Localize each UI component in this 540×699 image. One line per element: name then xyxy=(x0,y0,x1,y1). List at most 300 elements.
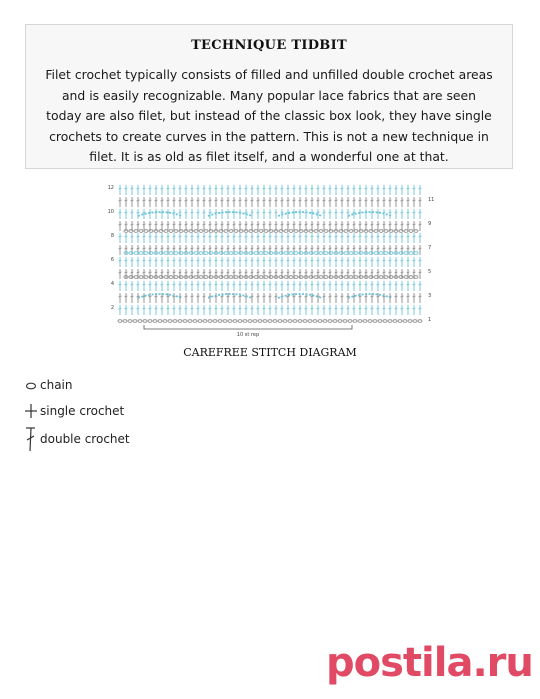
dc-crossbar-mark xyxy=(149,200,152,201)
dc-crossbar-mark xyxy=(125,236,128,237)
dc-crossbar-mark xyxy=(245,236,248,237)
dc-crossbar-mark xyxy=(185,236,188,237)
chain-loop-mark xyxy=(284,230,288,233)
dc-crossbar-mark xyxy=(263,200,266,201)
dc-crossbar-mark xyxy=(401,212,404,213)
dc-crossbar-mark xyxy=(251,308,254,309)
dc-crossbar-mark xyxy=(407,284,410,285)
dc-crossbar-mark xyxy=(173,224,176,225)
foundation-chain-mark xyxy=(273,320,277,323)
chain-loop-mark xyxy=(414,252,418,255)
dc-crossbar-mark xyxy=(281,308,284,309)
dc-crossbar-mark xyxy=(191,236,194,237)
dc-crossbar-mark xyxy=(257,248,260,249)
dc-crossbar-mark xyxy=(311,224,314,225)
chain-loop-mark xyxy=(139,276,143,279)
dc-crossbar-mark xyxy=(269,224,272,225)
dc-crossbar-mark xyxy=(389,248,392,249)
dc-crossbar-mark xyxy=(299,248,302,249)
dc-crossbar-mark xyxy=(275,200,278,201)
chain-loop-mark xyxy=(344,252,348,255)
dc-crossbar-mark xyxy=(239,248,242,249)
dc-crossbar-mark xyxy=(143,248,146,249)
dc-crossbar-mark xyxy=(389,308,392,309)
dc-crossbar-mark xyxy=(209,188,212,189)
dc-crossbar-mark xyxy=(239,296,242,297)
dc-crossbar-mark xyxy=(365,248,368,249)
foundation-chain-mark xyxy=(138,320,142,323)
dc-crossbar-mark xyxy=(119,260,122,261)
chain-loop-mark xyxy=(319,276,323,279)
dc-crossbar-mark xyxy=(371,248,374,249)
dc-crossbar-mark xyxy=(347,236,350,237)
dc-crossbar-mark xyxy=(395,200,398,201)
dc-crossbar-mark xyxy=(383,236,386,237)
dc-crossbar-mark xyxy=(371,296,374,297)
dc-crossbar-mark xyxy=(401,308,404,309)
foundation-chain-mark xyxy=(198,320,202,323)
dc-crossbar-mark xyxy=(179,236,182,237)
dc-crossbar-mark xyxy=(227,308,230,309)
dc-crossbar-mark xyxy=(419,260,422,261)
dc-crossbar-mark xyxy=(257,200,260,201)
dc-crossbar-mark xyxy=(179,260,182,261)
dc-crossbar-mark xyxy=(383,308,386,309)
dc-crossbar-mark xyxy=(371,224,374,225)
dc-crossbar-mark xyxy=(215,284,218,285)
foundation-chain-mark xyxy=(188,320,192,323)
dc-crossbar-mark xyxy=(275,188,278,189)
dc-crossbar-mark xyxy=(359,248,362,249)
dc-crossbar-mark xyxy=(371,284,374,285)
chain-loop-mark xyxy=(374,252,378,255)
dc-crossbar-mark xyxy=(365,188,368,189)
chain-loop-mark xyxy=(289,252,293,255)
dc-crossbar-mark xyxy=(143,260,146,261)
dc-crossbar-mark xyxy=(305,236,308,237)
foundation-chain-mark xyxy=(388,320,392,323)
foundation-chain-mark xyxy=(228,320,232,323)
chain-loop-mark xyxy=(264,276,268,279)
dc-crossbar-mark xyxy=(137,200,140,201)
dc-crossbar-mark xyxy=(269,248,272,249)
dc-crossbar-mark xyxy=(119,224,122,225)
dc-crossbar-mark xyxy=(257,224,260,225)
dc-crossbar-mark xyxy=(137,188,140,189)
dc-crossbar-mark xyxy=(245,212,248,213)
chain-loop-mark xyxy=(374,230,378,233)
dc-crossbar-mark xyxy=(335,260,338,261)
dc-crossbar-mark xyxy=(299,188,302,189)
dc-crossbar-mark xyxy=(251,224,254,225)
dc-crossbar-mark xyxy=(353,212,356,213)
chain-loop-mark xyxy=(224,230,228,233)
dc-crossbar-mark xyxy=(353,188,356,189)
chain-loop-mark xyxy=(384,252,388,255)
chain-loop-mark xyxy=(144,276,148,279)
foundation-chain-mark xyxy=(298,320,302,323)
foundation-chain-mark xyxy=(383,320,387,323)
foundation-chain-mark xyxy=(143,320,147,323)
dc-crossbar-mark xyxy=(131,260,134,261)
dc-crossbar-mark xyxy=(347,260,350,261)
dc-crossbar-mark xyxy=(239,284,242,285)
chain-loop-mark xyxy=(254,252,258,255)
chain-loop-mark xyxy=(194,252,198,255)
dc-crossbar-mark xyxy=(173,308,176,309)
legend-single-crochet xyxy=(24,402,124,420)
dc-crossbar-mark xyxy=(323,284,326,285)
dc-crossbar-mark xyxy=(179,188,182,189)
dc-crossbar-mark xyxy=(359,296,362,297)
dc-crossbar-mark xyxy=(419,200,422,201)
tidbit-line: Filet crochet typically consists of filled and unfilled double crochet areas xyxy=(45,67,493,82)
row-number-right: 7 xyxy=(428,245,432,251)
dc-crossbar-mark xyxy=(311,260,314,261)
dc-crossbar-mark xyxy=(185,224,188,225)
chain-loop-mark xyxy=(384,276,388,279)
dc-crossbar-mark xyxy=(353,200,356,201)
foundation-chain-mark xyxy=(158,320,162,323)
dc-crossbar-mark xyxy=(173,272,176,273)
dc-crossbar-mark xyxy=(419,296,422,297)
chain-loop-mark xyxy=(259,252,263,255)
dc-crossbar-mark xyxy=(233,236,236,237)
dc-crossbar-mark xyxy=(389,236,392,237)
dc-crossbar-mark xyxy=(335,200,338,201)
dc-crossbar-mark xyxy=(389,284,392,285)
dc-crossbar-mark xyxy=(227,296,230,297)
dc-crossbar-mark xyxy=(269,260,272,261)
chain-loop-mark xyxy=(264,230,268,233)
dc-crossbar-mark xyxy=(203,308,206,309)
dc-crossbar-mark xyxy=(281,212,284,213)
foundation-chain-mark xyxy=(183,320,187,323)
dc-crossbar-mark xyxy=(407,200,410,201)
dc-crossbar-mark xyxy=(173,236,176,237)
foundation-chain-mark xyxy=(253,320,257,323)
dc-crossbar-mark xyxy=(161,296,164,297)
dc-crossbar-mark xyxy=(179,224,182,225)
dc-crossbar-mark xyxy=(305,308,308,309)
dc-crossbar-mark xyxy=(197,296,200,297)
dc-crossbar-mark xyxy=(311,236,314,237)
dc-crossbar-mark xyxy=(263,308,266,309)
dc-crossbar-mark xyxy=(383,284,386,285)
dc-crossbar-mark xyxy=(137,248,140,249)
dc-crossbar-mark xyxy=(413,260,416,261)
dc-crossbar-mark xyxy=(365,296,368,297)
chain-loop-mark xyxy=(139,252,143,255)
dc-crossbar-mark xyxy=(185,188,188,189)
dc-crossbar-mark xyxy=(275,212,278,213)
dc-crossbar-mark xyxy=(383,224,386,225)
foundation-chain-mark xyxy=(283,320,287,323)
dc-crossbar-mark xyxy=(401,260,404,261)
dc-crossbar-mark xyxy=(341,260,344,261)
dc-crossbar-mark xyxy=(257,284,260,285)
dc-crossbar-mark xyxy=(281,224,284,225)
chain-loop-mark xyxy=(379,252,383,255)
dc-crossbar-mark xyxy=(197,248,200,249)
chain-loop-mark xyxy=(414,230,418,233)
dc-crossbar-mark xyxy=(269,236,272,237)
foundation-chain-mark xyxy=(223,320,227,323)
foundation-chain-mark xyxy=(413,320,417,323)
dc-crossbar-mark xyxy=(215,188,218,189)
dc-crossbar-mark xyxy=(401,200,404,201)
dc-crossbar-mark xyxy=(125,224,128,225)
dc-crossbar-mark xyxy=(143,236,146,237)
dc-crossbar-mark xyxy=(191,212,194,213)
foundation-chain-mark xyxy=(398,320,402,323)
chain-loop-mark xyxy=(224,276,228,279)
dc-crossbar-mark xyxy=(143,200,146,201)
dc-crossbar-mark xyxy=(125,308,128,309)
dc-crossbar-mark xyxy=(143,212,146,213)
dc-crossbar-mark xyxy=(395,272,398,273)
dc-crossbar-mark xyxy=(161,248,164,249)
dc-crossbar-mark xyxy=(275,272,278,273)
dc-crossbar-mark xyxy=(287,224,290,225)
double-crochet-icon xyxy=(24,426,38,452)
dc-crossbar-mark xyxy=(185,308,188,309)
dc-crossbar-mark xyxy=(407,308,410,309)
foundation-chain-mark xyxy=(293,320,297,323)
dc-crossbar-mark xyxy=(203,296,206,297)
dc-crossbar-mark xyxy=(239,200,242,201)
dc-crossbar-mark xyxy=(227,272,230,273)
dc-crossbar-mark xyxy=(341,224,344,225)
dc-crossbar-mark xyxy=(341,284,344,285)
chain-loop-mark xyxy=(144,252,148,255)
dc-crossbar-mark xyxy=(395,308,398,309)
dc-crossbar-mark xyxy=(371,272,374,273)
row-number-left: 8 xyxy=(110,233,114,239)
dc-crossbar-mark xyxy=(185,200,188,201)
dc-crossbar-mark xyxy=(263,236,266,237)
dc-crossbar-mark xyxy=(383,248,386,249)
dc-crossbar-mark xyxy=(413,248,416,249)
dc-crossbar-mark xyxy=(359,272,362,273)
chain-loop-mark xyxy=(194,276,198,279)
dc-crossbar-mark xyxy=(395,260,398,261)
dc-crossbar-mark xyxy=(317,212,320,213)
dc-crossbar-mark xyxy=(125,200,128,201)
chain-loop-mark xyxy=(134,252,138,255)
dc-crossbar-mark xyxy=(191,308,194,309)
dc-crossbar-mark xyxy=(155,284,158,285)
dc-crossbar-mark xyxy=(173,260,176,261)
dc-crossbar-mark xyxy=(419,188,422,189)
row-number-left: 10 xyxy=(107,209,114,215)
dc-crossbar-mark xyxy=(347,272,350,273)
dc-crossbar-mark xyxy=(299,296,302,297)
dc-crossbar-mark xyxy=(161,236,164,237)
dc-crossbar-mark xyxy=(239,224,242,225)
dc-crossbar-mark xyxy=(119,308,122,309)
dc-crossbar-mark xyxy=(251,236,254,237)
dc-crossbar-mark xyxy=(131,200,134,201)
dc-crossbar-mark xyxy=(191,224,194,225)
foundation-chain-mark xyxy=(333,320,337,323)
dc-crossbar-mark xyxy=(149,236,152,237)
dc-crossbar-mark xyxy=(413,200,416,201)
dc-crossbar-mark xyxy=(329,212,332,213)
dc-crossbar-mark xyxy=(167,200,170,201)
foundation-chain-mark xyxy=(168,320,172,323)
chain-loop-mark xyxy=(404,276,408,279)
dc-crossbar-mark xyxy=(269,212,272,213)
dc-crossbar-mark xyxy=(329,308,332,309)
chain-loop-mark xyxy=(234,276,238,279)
foundation-chain-mark xyxy=(403,320,407,323)
legend-chain xyxy=(24,376,73,394)
foundation-chain-mark xyxy=(133,320,137,323)
dc-crossbar-mark xyxy=(179,284,182,285)
dc-crossbar-mark xyxy=(329,224,332,225)
dc-crossbar-mark xyxy=(119,212,122,213)
dc-crossbar-mark xyxy=(317,224,320,225)
dc-crossbar-mark xyxy=(161,272,164,273)
dc-crossbar-mark xyxy=(131,284,134,285)
chain-loop-mark xyxy=(289,230,293,233)
dc-crossbar-mark xyxy=(209,200,212,201)
foundation-chain-mark xyxy=(203,320,207,323)
dc-crossbar-mark xyxy=(287,260,290,261)
dc-crossbar-mark xyxy=(401,188,404,189)
chain-loop-mark xyxy=(349,276,353,279)
dc-crossbar-mark xyxy=(275,284,278,285)
dc-crossbar-mark xyxy=(413,296,416,297)
dc-crossbar-mark xyxy=(203,272,206,273)
dc-crossbar-mark xyxy=(371,188,374,189)
dc-crossbar-mark xyxy=(359,260,362,261)
dc-crossbar-mark xyxy=(305,224,308,225)
dc-crossbar-mark xyxy=(233,188,236,189)
chain-loop-mark xyxy=(349,252,353,255)
dc-crossbar-mark xyxy=(341,296,344,297)
dc-crossbar-mark xyxy=(323,224,326,225)
dc-crossbar-mark xyxy=(377,248,380,249)
dc-crossbar-mark xyxy=(263,224,266,225)
chain-loop-mark xyxy=(199,276,203,279)
dc-crossbar-mark xyxy=(287,308,290,309)
dc-crossbar-mark xyxy=(365,308,368,309)
dc-crossbar-mark xyxy=(137,224,140,225)
dc-crossbar-mark xyxy=(323,272,326,273)
dc-crossbar-mark xyxy=(311,284,314,285)
dc-crossbar-mark xyxy=(179,200,182,201)
chain-loop-mark xyxy=(174,276,178,279)
dc-crossbar-mark xyxy=(407,212,410,213)
dc-crossbar-mark xyxy=(311,272,314,273)
dc-crossbar-mark xyxy=(203,284,206,285)
dc-crossbar-mark xyxy=(245,260,248,261)
dc-crossbar-mark xyxy=(395,296,398,297)
dc-crossbar-mark xyxy=(191,200,194,201)
dc-crossbar-mark xyxy=(197,188,200,189)
dc-crossbar-mark xyxy=(347,224,350,225)
dc-crossbar-mark xyxy=(353,272,356,273)
stitch-diagram xyxy=(104,181,440,339)
dc-crossbar-mark xyxy=(251,212,254,213)
chain-loop-mark xyxy=(404,230,408,233)
foundation-chain-mark xyxy=(373,320,377,323)
dc-crossbar-mark xyxy=(329,236,332,237)
dc-crossbar-mark xyxy=(275,260,278,261)
dc-crossbar-mark xyxy=(401,224,404,225)
dc-crossbar-mark xyxy=(233,272,236,273)
dc-crossbar-mark xyxy=(299,200,302,201)
dc-crossbar-mark xyxy=(353,308,356,309)
dc-crossbar-mark xyxy=(143,284,146,285)
dc-crossbar-mark xyxy=(287,236,290,237)
dc-crossbar-mark xyxy=(221,260,224,261)
dc-crossbar-mark xyxy=(161,224,164,225)
dc-crossbar-mark xyxy=(215,248,218,249)
chain-loop-mark xyxy=(354,276,358,279)
dc-crossbar-mark xyxy=(353,284,356,285)
dc-crossbar-mark xyxy=(155,296,158,297)
tidbit-line: filet. It is as old as filet itself, and a wonderful one at that. xyxy=(89,149,449,164)
dc-crossbar-mark xyxy=(125,260,128,261)
chain-loop-mark xyxy=(409,252,413,255)
dc-crossbar-mark xyxy=(275,308,278,309)
tidbit-line: today are also filet, but instead of the classic box look, they have single xyxy=(46,108,492,123)
dc-crossbar-mark xyxy=(401,248,404,249)
dc-crossbar-mark xyxy=(245,284,248,285)
dc-crossbar-mark xyxy=(287,200,290,201)
dc-crossbar-mark xyxy=(203,248,206,249)
dc-crossbar-mark xyxy=(215,236,218,237)
dc-crossbar-mark xyxy=(155,308,158,309)
dc-crossbar-mark xyxy=(221,236,224,237)
foundation-chain-mark xyxy=(163,320,167,323)
dc-crossbar-mark xyxy=(281,200,284,201)
chain-loop-mark xyxy=(314,276,318,279)
chain-loop-mark xyxy=(284,276,288,279)
dc-crossbar-mark xyxy=(407,188,410,189)
chain-loop-mark xyxy=(324,276,328,279)
dc-crossbar-mark xyxy=(341,236,344,237)
dc-crossbar-mark xyxy=(239,236,242,237)
chain-loop-mark xyxy=(164,230,168,233)
dc-crossbar-mark xyxy=(281,272,284,273)
foundation-chain-mark xyxy=(263,320,267,323)
dc-crossbar-mark xyxy=(215,200,218,201)
dc-crossbar-mark xyxy=(221,200,224,201)
foundation-chain-mark xyxy=(153,320,157,323)
dc-crossbar-mark xyxy=(329,272,332,273)
dc-crossbar-mark xyxy=(197,284,200,285)
dc-crossbar-mark xyxy=(359,188,362,189)
dc-crossbar-mark xyxy=(329,188,332,189)
dc-crossbar-mark xyxy=(353,260,356,261)
dc-crossbar-mark xyxy=(401,272,404,273)
chain-loop-mark xyxy=(294,230,298,233)
dc-crossbar-mark xyxy=(227,224,230,225)
dc-crossbar-mark xyxy=(413,272,416,273)
dc-crossbar-mark xyxy=(413,284,416,285)
foundation-chain-mark xyxy=(358,320,362,323)
dc-crossbar-mark xyxy=(173,248,176,249)
dc-crossbar-mark xyxy=(197,200,200,201)
dc-crossbar-mark xyxy=(347,308,350,309)
dc-crossbar-mark xyxy=(323,212,326,213)
dc-crossbar-mark xyxy=(413,224,416,225)
dc-crossbar-mark xyxy=(407,272,410,273)
